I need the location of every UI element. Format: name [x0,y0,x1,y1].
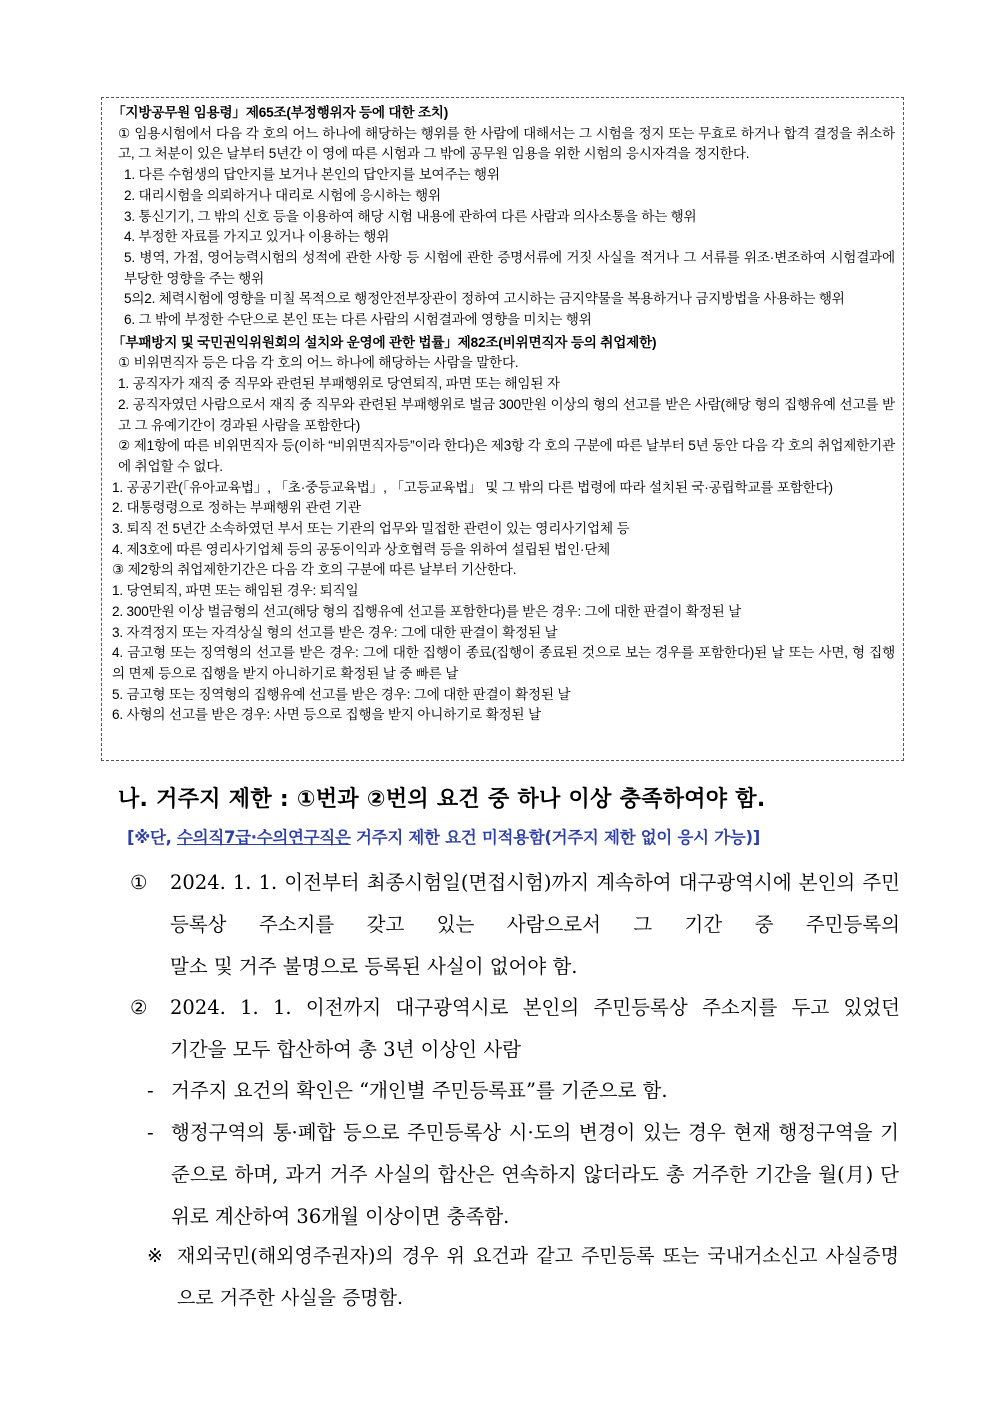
bullet-dash: - [147,1121,154,1144]
bullet-2-text: 행정구역의 통·폐합 등으로 주민등록상 시·도의 변경이 있는 경우 현재 행정구역을 기준으로 하며, 과거 거주 사실의 합산은 연속하지 않더라도 총 거주한 기간을 월(月) 단위로 계산하여 36개월 이상이면 충족함. [171,1121,899,1228]
requirement-1 [130,862,900,988]
requirement-2-number: ② [130,996,148,1019]
requirement-1-body: 2024. 1. 1. 이전부터 최종시험일(면접시험)까지 계속하여 대구광역시에 본인의 주민등록상 주소지를 갖고 있는 사람으로서 그 기간 중 주민등록의 [170,871,900,936]
note-underlined-target: 수의직7급·수의연구직은 [177,828,351,847]
decree-item-6: 6. 그 밖에 부정한 수단으로 본인 또는 다른 사람의 시험결과에 영향을 미치는 행위 [124,312,592,328]
requirement-2-last-line: 기간을 모두 합산하여 총 3년 이상인 사람 [170,1038,521,1061]
act-clause-3-item-3: 3. 자격정지 또는 자격상실 형의 선고를 받은 경우: 그에 대한 판결이 확정된 날 [112,624,558,640]
decree-item-5: 5. 병역, 가점, 영어능력시험의 성적에 관한 사항 등 시험에 관한 증명서류에 거짓 사실을 적거나 그 서류를 위조·변조하여 시험결과에 부당한 영향을 주는 행위 [124,249,895,286]
act-clause-3: ③ 제2항의 취업제한기간은 다음 각 호의 구분에 따른 날부터 기산한다. [112,562,517,578]
reference-mark: ※ [147,1245,163,1267]
requirement-1-text [170,862,900,988]
decree-item-1: 1. 다른 수험생의 답안지를 보거나 본인의 답안지를 보여주는 행위 [124,167,500,183]
decree-item-5-2: 5의2. 체력시험에 영향을 미칠 목적으로 행정안전부장관이 정하여 고시하는 금지약물을 복용하거나 금지방법을 사용하는 행위 [124,291,845,307]
decree-item-4: 4. 부정한 자료를 가지고 있거나 이용하는 행위 [124,229,390,245]
act-clause-2-item-3: 3. 퇴직 전 5년간 소속하였던 부서 또는 기관의 업무와 밀접한 관련이 있는 영리사기업체 등 [112,521,630,537]
requirement-2-body: 2024. 1. 1. 이전까지 대구광역시로 본인의 주민등록상 주소지를 두고 있었던 [170,996,900,1019]
act-clause-2: ② 제1항에 따른 비위면직자 등(이하 “비위면직자등”이라 한다)은 제3항 각 호의 구분에 따른 날부터 5년 동안 다음 각 호의 취업제한기관에 취업할 수 없다. [118,438,895,474]
bullet-1-text: 거주지 요건의 확인은 “개인별 주민등록표”를 기준으로 함. [171,1079,668,1102]
act-clause-3-item-2: 2. 300만원 이상 벌금형의 선고(해당 형의 집행유예 선고를 포함한다)를 받은 경우: 그에 대한 판결이 확정된 날 [112,603,742,619]
bullet-dash: - [147,1079,154,1102]
residence-exemption-note [127,826,907,850]
act-clause-1: ① 비위면직자 등은 다음 각 호의 어느 하나에 해당하는 사람을 말한다. [118,355,519,371]
residence-section-title: 나. 거주지 제한 : ①번과 ②번의 요건 중 하나 이상 충족하여야 함. [118,787,766,812]
decree-title: 「지방공무원 임용령」제65조(부정행위자 등에 대한 조치) [112,105,449,120]
act-clause-3-item-6: 6. 사형의 선고를 받은 경우: 사면 등으로 집행을 받지 아니하기로 확정된 날 [112,707,541,723]
law-excerpt-box [101,97,904,761]
act-clause-2-item-4: 4. 제3호에 따른 영리사기업체 등의 공동이익과 상호협력 등을 위하여 설립된 법인·단체 [112,541,611,557]
act-clause-1-item-2: 2. 공직자였던 사람으로서 재직 중 직무와 관련된 부패행위로 벌금 300만원 이상의 형의 선고를 받은 사람(해당 형의 집행유예 선고를 받고 그 유예기간이 경과된 사람을 포함한다) [118,396,895,433]
act-clause-3-item-1: 1. 당연퇴직, 파면 또는 해임된 경우: 퇴직일 [112,583,359,599]
bullet-residence-check [147,1070,899,1112]
requirement-1-last-line: 말소 및 거주 불명으로 등록된 사실이 없어야 함. [170,955,578,978]
overseas-national-remark [147,1235,899,1319]
requirement-2 [130,987,900,1071]
decree-clause-1: ① 임용시험에서 다음 각 호의 어느 하나에 해당하는 행위를 한 사람에 대해서는 그 시험을 정지 또는 무효로 하거나 합격 결정을 취소하고, 그 처분이 있은 날부터 5년간 이 영에 따른 시험과 그 밖에 공무원 임용을 위한 시험의 응시자격을 정지한다. [118,125,895,162]
bullet-administrative-district [147,1112,899,1238]
act-clause-1-item-1: 1. 공직자가 재직 중 직무와 관련된 부패행위로 당연퇴직, 파면 또는 해임된 자 [118,376,560,392]
act-clause-3-item-4: 4. 금고형 또는 징역형의 선고를 받은 경우: 그에 대한 집행이 종료(집행이 종료된 것으로 보는 경우를 포함한다)된 날 또는 사면, 형 집행의 면제 등으로 집행을 받지 아니하기로 확정된 날 중 빠른 날 [112,645,895,681]
act-clause-3-item-5: 5. 금고형 또는 징역형의 집행유예 선고를 받은 경우: 그에 대한 판결이 확정된 날 [112,686,571,702]
decree-item-3: 3. 통신기기, 그 밖의 신호 등을 이용하여 해당 시험 내용에 관하여 다른 사람과 의사소통을 하는 행위 [124,208,697,224]
act-clause-2-item-2: 2. 대통령령으로 정하는 부패행위 관련 기관 [112,500,361,516]
requirement-1-number: ① [130,871,148,894]
remark-text: 재외국민(해외영주권자)의 경우 위 요건과 같고 주민등록 또는 국내거소신고 사실증명으로 거주한 사실을 증명함. [177,1245,899,1309]
note-prefix: [※단, [127,828,178,847]
requirement-2-text [170,987,900,1071]
note-suffix: 거주지 제한 요건 미적용함(거주지 제한 없이 응시 가능)] [350,828,760,847]
act-clause-2-item-1: 1. 공공기관(「유아교육법」, 「초·중등교육법」, 「고등교육법」 및 그 밖의 다른 법령에 따라 설치된 국·공립학교를 포함한다) [112,479,833,495]
decree-item-2: 2. 대리시험을 의뢰하거나 대리로 시험에 응시하는 행위 [124,187,441,203]
act-title: 「부패방지 및 국민권익위원회의 설치와 운영에 관한 법률」제82조(비위면직자 등의 취업제한) [112,334,657,350]
